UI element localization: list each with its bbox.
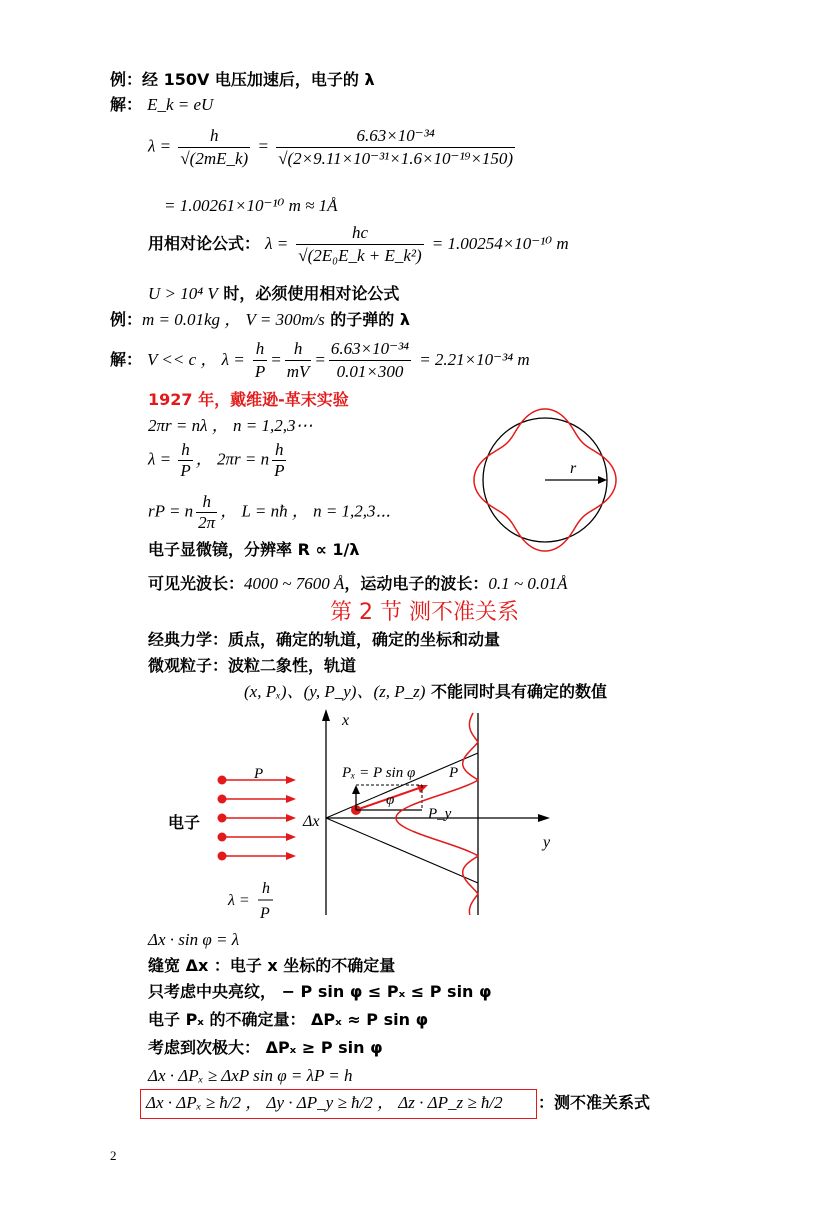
fraction-numeric-2	[329, 338, 411, 383]
l12-frac	[196, 492, 217, 533]
fraction-h-mv	[285, 338, 312, 383]
frac-num: h	[210, 126, 219, 145]
electron-beam-arrow	[286, 795, 296, 803]
example-2-math: m = 0.01kg ， V = 300m/s	[142, 310, 325, 329]
solution-label: 解：	[110, 95, 143, 114]
electron-beam-arrow	[286, 852, 296, 860]
radius-arrowhead	[598, 476, 607, 484]
ray-lower	[326, 818, 478, 883]
fn2: h	[293, 339, 303, 358]
lambda-h-fig: h	[262, 880, 270, 897]
example-2-solution: 解： V << c ， λ = $\frac{h}{P}$ = $\frac{h}{mV}$ = $\frac{\text{6.63×10⁻³⁴}}{0.01\times 300}$ = 2.21×10⁻³⁴ m	[110, 339, 530, 381]
fraction-h-p	[253, 338, 267, 383]
fd3: 0.01×300	[329, 360, 411, 383]
lambda-result: = 1.00261×10⁻¹⁰ m ≈ 1Å	[164, 196, 338, 215]
y-axis-arrow	[538, 814, 550, 822]
delta-x-label: Δx	[303, 813, 320, 830]
fn1: h	[255, 339, 265, 358]
solution-2-label: 解：	[110, 350, 143, 369]
lambda-eq-label: λ =	[148, 136, 172, 156]
example-1-title: 例：经 150V 电压加速后，电子的 λ	[110, 70, 375, 89]
standing-wave-eq: 2πr = nλ ， n = 1,2,3⋯	[148, 416, 313, 435]
lambda-derivation: λ = $\frac{h}{√(2mE\_k)}$ = $\frac{\text{6.63×10⁻³⁴}}{\text{√(2×9.11×10⁻³¹×1.6×10⁻¹⁹×150)}}$	[148, 126, 514, 168]
example-2-label: 例：	[110, 310, 143, 329]
ek-equation: E_k = eU	[147, 95, 214, 114]
px-arrow	[352, 785, 360, 794]
y-axis-label: y	[543, 834, 551, 851]
l12-den: 2π	[198, 513, 216, 532]
visible-light-label: 可见光波长：	[148, 574, 245, 593]
conjugate-pairs-text: 不能同时具有确定的数值	[425, 682, 607, 701]
l11-lambda: λ =	[148, 449, 172, 469]
electron-beam-arrow	[286, 833, 296, 841]
classical-mechanics-line: 经典力学：质点，确定的轨道，确定的坐标和动量	[148, 630, 501, 649]
standing-wave-circle-figure	[470, 405, 620, 555]
electron-beam-arrow	[286, 814, 296, 822]
central-fringe-line: 只考虑中央亮纹， − P sin φ ≤ Pₓ ≤ P sin φ	[148, 982, 492, 1001]
frac-den-numeric: √(2×9.11×10⁻³¹×1.6×10⁻¹⁹×150)	[278, 149, 514, 168]
visible-light-range: 4000 ~ 7600 Å	[244, 574, 345, 593]
phi-label: φ	[386, 792, 395, 808]
relativistic-lambda: λ =	[265, 234, 289, 253]
l12-right: ， L = nħ ， n = 1,2,3⋯	[220, 501, 391, 521]
l12-num: h	[202, 492, 211, 511]
wavelength-comparison	[148, 574, 567, 594]
x-axis-label: x	[342, 712, 350, 729]
lambda-p-fig: P	[260, 905, 270, 922]
single-slit-diffraction-figure	[160, 705, 580, 930]
uncertainty-relation-label: ：测不准关系式	[538, 1093, 651, 1112]
micro-particle-line: 微观粒子：波粒二象性，轨道	[148, 656, 357, 675]
uncertainty-relations: Δx · ΔPₓ ≥ ħ/2 ， Δy · ΔP_y ≥ ħ/2 ， Δz · ΔP_z ≥ ħ/2	[146, 1093, 503, 1112]
conjugate-pairs: (x, Pₓ)、(y, P_y)、(z, P_z)	[244, 682, 426, 701]
condition-text: 时，必须使用相对论公式	[217, 284, 400, 303]
relativistic-condition	[148, 284, 399, 304]
l11-frac	[178, 440, 192, 481]
relativistic-label: 用相对论公式：	[148, 234, 261, 253]
slit-condition: Δx · sin φ = λ	[148, 930, 240, 949]
l12-left: rP = n	[148, 501, 194, 521]
lambda-eq-fig: λ =	[228, 892, 250, 909]
l11-num2: h	[275, 440, 284, 459]
solution-2-result: = 2.21×10⁻³⁴ m	[419, 350, 530, 369]
p-vector-label-right: P⃗	[449, 765, 470, 781]
px-equation-label: Pₓ = P sin φ	[342, 765, 416, 781]
electron-wavelength-range: 0.1 ~ 0.01Å	[488, 574, 568, 593]
solution-2-lambda: V << c ， λ =	[147, 350, 245, 369]
frac-den: √(2mE_k)	[180, 149, 249, 168]
fd1: P	[254, 362, 266, 381]
electron-label: 电子	[168, 815, 201, 832]
example-2-title	[110, 310, 410, 330]
fn3: 6.63×10⁻³⁴	[330, 339, 410, 358]
example-2-text: 的子弹的 λ	[324, 310, 411, 329]
electron-beam-arrow	[286, 776, 296, 784]
l11-den2: P	[274, 461, 285, 480]
l11-frac2	[272, 440, 286, 481]
angular-momentum-eq	[148, 492, 391, 533]
x-axis-arrow	[322, 709, 330, 721]
fd2: mV	[286, 362, 310, 381]
relativistic-formula	[148, 222, 569, 267]
electron-wavelength-label: ，运动电子的波长：	[344, 574, 489, 593]
lambda-h-p-eq	[148, 440, 289, 481]
frac-num-numeric: 6.63×10⁻³⁴	[356, 126, 435, 145]
incident-electron-beams	[218, 776, 297, 861]
secondary-max-line: 考虑到次极大： ΔPₓ ≥ P sin φ	[148, 1038, 383, 1057]
condition-math: U > 10⁴ V	[148, 284, 218, 303]
radius-label: r	[570, 460, 577, 477]
relativistic-result: = 1.00254×10⁻¹⁰ m	[431, 234, 569, 253]
page-number: 2	[110, 1148, 117, 1163]
p-vector-label-left: P⃗	[254, 766, 275, 782]
slit-width-line: 缝宽 Δx ：电子 x 坐标的不确定量	[148, 956, 396, 975]
fraction-numeric	[276, 125, 515, 170]
electron-microscope-line: 电子显微镜，分辨率 R ∝ 1/λ	[148, 540, 360, 559]
fraction-hc	[296, 222, 423, 267]
px-uncertainty-line: 电子 Pₓ 的不确定量： ΔPₓ ≈ P sin φ	[148, 1010, 429, 1029]
py-label: P_y	[428, 806, 452, 822]
fraction-h-over-root	[178, 125, 250, 170]
conjugate-pairs-line	[244, 682, 607, 702]
section-title: 第 2 节 测不准关系	[330, 600, 519, 625]
l11-num: h	[181, 440, 190, 459]
davisson-germer-heading: 1927 年，戴维逊-革末实验	[148, 390, 349, 409]
l11-mid: ， 2πr = n	[195, 449, 270, 469]
frac-den-hc: √(2E₀E_k + E_k²)	[298, 246, 422, 265]
l11-den: P	[180, 461, 191, 480]
product-inequality: Δx · ΔPₓ ≥ ΔxP sin φ = λP = h	[148, 1066, 353, 1085]
frac-num-hc: hc	[351, 223, 368, 242]
